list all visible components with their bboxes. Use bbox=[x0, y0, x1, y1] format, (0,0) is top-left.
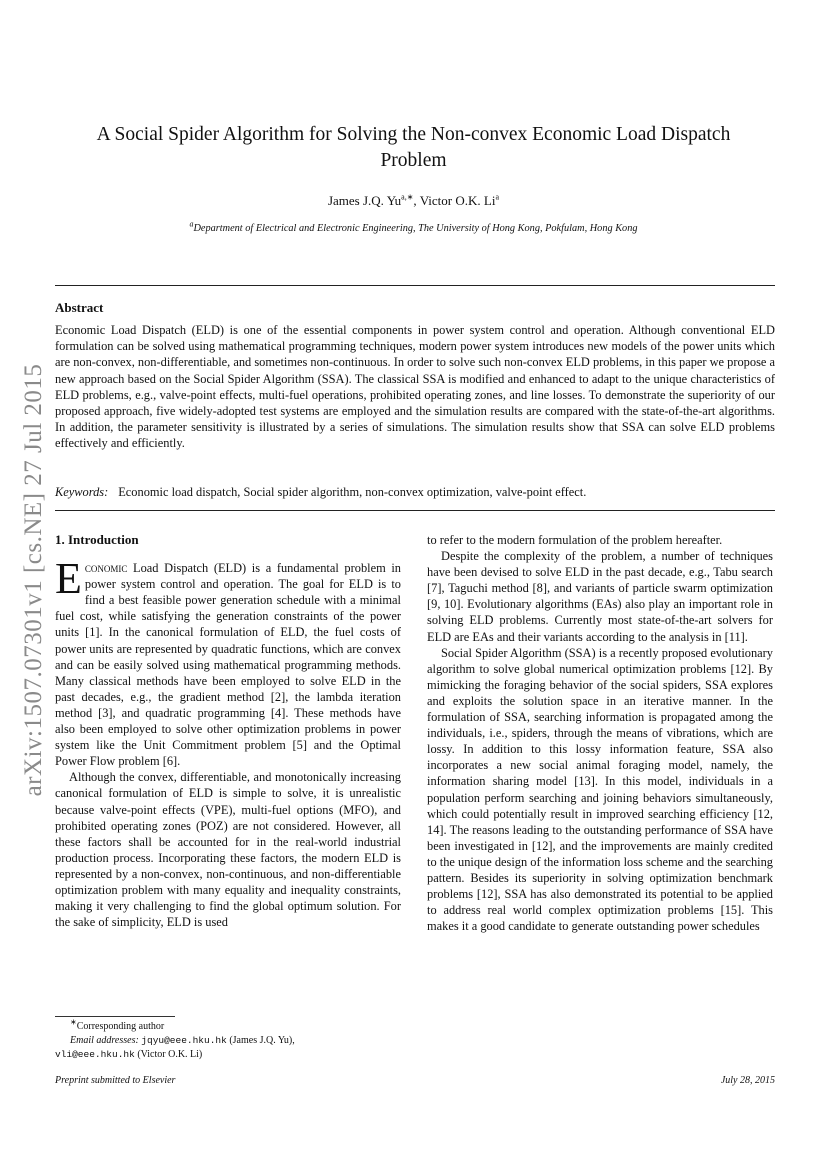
intro-paragraph-1 bbox=[55, 554, 401, 769]
arxiv-watermark bbox=[14, 250, 54, 910]
author-2-superscript: a bbox=[495, 192, 500, 202]
abstract-heading: Abstract bbox=[55, 300, 104, 315]
author-separator: , bbox=[413, 193, 420, 208]
title-line-1: A Social Spider Algorithm for Solving the Non-convex Economic Load Dispatch bbox=[96, 124, 731, 145]
right-column bbox=[427, 532, 773, 934]
keywords-text: Economic load dispatch, Social spider algorithm, non-convex optimization, valve-point effect. bbox=[118, 485, 587, 499]
footnote-corresponding bbox=[55, 1017, 401, 1034]
left-column bbox=[55, 532, 401, 930]
abstract-text: Economic Load Dispatch (ELD) is one of the essential components in power system control and operation. Although conventional ELD formulation can be solved using mathematical programming techniques, modern power system introduces new models of the power units which are non-convex, non-differentiable, and sometimes non-continuous. In order to solve such non-convex ELD problems, in this paper we propose a new approach based on the Social Spider Algorithm (SSA). The classical SSA is modified and enhanced to adapt to the unique characteristics of ELD problems, e.g., valve-point effects, multi-fuel operations, prohibited operating zones, and line losses. To demonstrate the superiority of our proposed approach, five widely-adopted test systems are employed and the simulation results are compared with the state-of-the-art algorithms. In addition, the parameter sensitivity is illustrated by a series of simulations. The simulation results show that SSA can solve ELD problems effectively and efficiently. bbox=[55, 323, 775, 451]
right-paragraph-3: Social Spider Algorithm (SSA) is a recently proposed evolutionary algorithm to solve global numerical optimization problems [12]. By mimicking the foraging behavior of the social spiders, SSA explores and exploits the solution space in an iterative manner. In the formulation of SSA, searching information is propagated among the individuals, i.e., spiders, through the means of vibrations, which are lossy. In addition to this lossy information feature, SSA also incorporates a new social animal foraging model, namely, the information sharing model [13]. In this model, individuals in a population perform searching and joining behaviors simultaneously, which could potentially result in improved searching efficiency [12, 14]. The reasons leading to the outstanding performance of SSA have been investigated in [12], and the improvements are mainly credited to the unique design of the information loss scheme and the searching pattern. Besides its superiority in solving optimization benchmark problems [12], SSA has also demonstrated its potential to be applied to address real world complex optimization problems [15]. This makes it a good candidate to generate outstanding power schedules bbox=[427, 645, 773, 934]
intro-paragraph-1-text: Load Dispatch (ELD) is a fundamental problem in power system control and operation. The goal for ELD is to find a best feasible power generation schedule with a minimal fuel cost, while satisfying the generation constraints of the power units [1]. In the canonical formulation of ELD, the fuel costs of power units are represented by quadratic functions, which are convex and can be easily solved using mathematical programming methods. Many classical methods have been employed to solve ELD in the past decades, e.g., the gradient method [2], the lambda iteration method [3], and quadratic programming [4]. These methods have also been employed to solve other optimization problems in power system like the Unit Commitment problem [5] and the Optimal Power Flow problem [6]. bbox=[55, 561, 401, 769]
keywords bbox=[55, 485, 775, 500]
abstract-bottom-rule bbox=[55, 510, 775, 511]
email-1[interactable]: jqyu@eee.hku.hk bbox=[141, 1035, 227, 1046]
author-list bbox=[60, 193, 767, 209]
email-2-name: (Victor O.K. Li) bbox=[134, 1049, 203, 1060]
footnote-emails bbox=[55, 1034, 401, 1048]
footnote-corresponding-text: Corresponding author bbox=[76, 1021, 165, 1032]
abstract-top-rule bbox=[55, 285, 775, 286]
email-1-name: (James J.Q. Yu), bbox=[226, 1035, 295, 1046]
author-1-superscript: a,∗ bbox=[401, 192, 414, 202]
footer-preprint: Preprint submitted to Elsevier bbox=[55, 1075, 176, 1086]
author-1: James J.Q. Yu bbox=[327, 193, 402, 208]
right-paragraph-2: Despite the complexity of the problem, a number of techniques have been devised to solve ELD in the past decade, e.g., Tabu search [7], Taguchi method [8], and variants of particle swarm optimization [9, 10]. Evolutionary algorithms (EAs) also play an important role in solving ELD problems. Currently most state-of-the-art solvers for ELD are EAs and their variants according to the analysis in [11]. bbox=[427, 549, 773, 644]
email-2[interactable]: vli@eee.hku.hk bbox=[55, 1049, 135, 1060]
paper-title bbox=[60, 122, 767, 174]
intro-paragraph-2: Although the convex, differentiable, and monotonically increasing canonical formulation of ELD is simple to solve, it is unrealistic because valve-point effects (VPE), multi-fuel options (MFO), and prohibited operating zones (POZ) are not considered. However, all these factors shall be accounted for in the real-world industrial production process. Incorporating these factors, the modern ELD is represented by a non-convex, non-continuous, and non-differentiable optimization problem with many equality and inequality constraints, making it very challenging to find the global optimum solution. For the sake of simplicity, ELD is used bbox=[55, 770, 401, 930]
email-label: Email addresses: bbox=[70, 1035, 139, 1046]
author-2: Victor O.K. Li bbox=[419, 193, 496, 208]
section-heading-introduction: 1. Introduction bbox=[55, 532, 139, 547]
footnote bbox=[55, 1017, 401, 1062]
title-line-2: Problem bbox=[380, 150, 447, 171]
keywords-label: Keywords: bbox=[55, 485, 109, 499]
arxiv-id: arXiv:1507.07301v1 [cs.NE] 27 Jul 2015 bbox=[20, 363, 47, 797]
affiliation-superscript: a bbox=[189, 219, 194, 229]
affiliation-text: Department of Electrical and Electronic Engineering, The University of Hong Kong, Pokfulam, Hong Kong bbox=[193, 223, 638, 234]
drop-cap: E bbox=[55, 554, 82, 604]
right-paragraph-1: to refer to the modern formulation of the problem hereafter. bbox=[427, 533, 723, 547]
affiliation bbox=[60, 219, 767, 234]
footer-date: July 28, 2015 bbox=[720, 1075, 775, 1086]
intro-smallcaps: conomic bbox=[84, 561, 128, 576]
footnote-symbol: ∗ bbox=[70, 1017, 77, 1027]
footnote-email-2-line bbox=[55, 1048, 401, 1062]
